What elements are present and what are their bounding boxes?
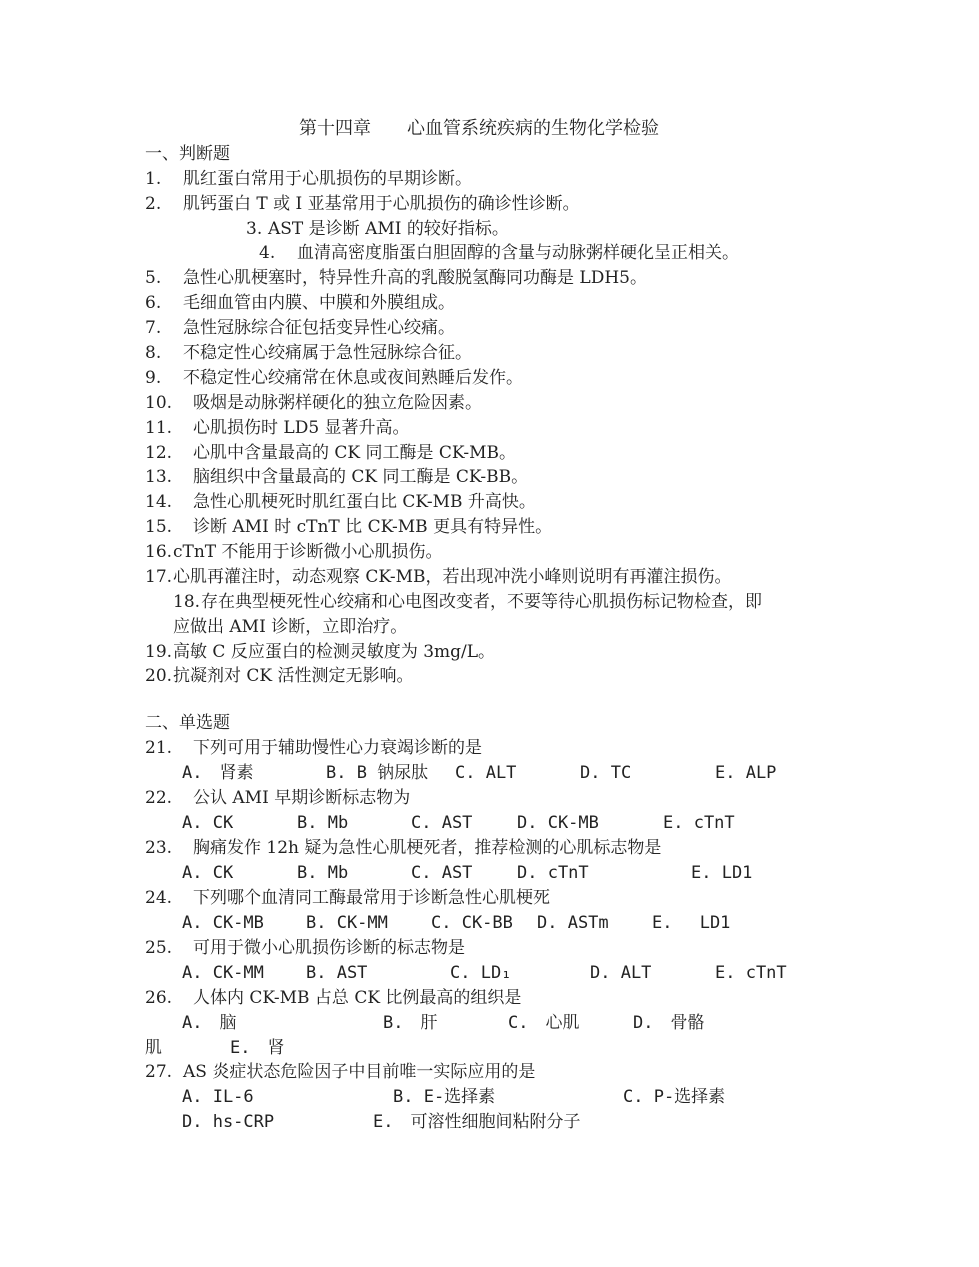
tf-item-continuation: 应做出 AMI 诊断，立即治疗。 — [173, 617, 408, 637]
option-continuation: 肌 — [145, 1038, 162, 1058]
option: A. 脑 — [182, 1013, 237, 1033]
option: B. B 钠尿肽 — [326, 763, 429, 783]
option: A. 肾素 — [182, 763, 254, 783]
chapter-title: 第十四章 心血管系统疾病的生物化学检验 — [299, 118, 659, 139]
option: C. 心肌 — [508, 1013, 580, 1033]
tf-item: 3. AST 是诊断 AMI 的较好指标。 — [246, 219, 509, 239]
mc-question: 24. 下列哪个血清同工酶最常用于诊断急性心肌梗死 — [145, 888, 550, 908]
option: C. AST — [411, 813, 473, 833]
option: A. IL-6 — [182, 1087, 254, 1107]
option: D. cTnT — [517, 863, 589, 883]
option: E. ALP — [715, 763, 777, 783]
option: C. P-选择素 — [623, 1087, 726, 1107]
option: E. LD1 — [691, 863, 753, 883]
option: A. CK-MM — [182, 963, 264, 983]
option: B. 肝 — [383, 1013, 438, 1033]
option: A. CK — [182, 813, 234, 833]
option: E. 肾 — [230, 1038, 285, 1058]
tf-item: 8. 不稳定性心绞痛属于急性冠脉综合征。 — [145, 343, 472, 363]
tf-item: 19.高敏 C 反应蛋白的检测灵敏度为 3mg/L。 — [145, 642, 496, 662]
option: C. AST — [411, 863, 473, 883]
option: D. ASTm — [537, 913, 609, 933]
tf-item: 15. 诊断 AMI 时 cTnT 比 CK-MB 更具有特异性。 — [145, 517, 553, 537]
option: B. CK-MM — [306, 913, 388, 933]
tf-item: 18.存在典型梗死性心绞痛和心电图改变者，不要等待心肌损伤标记物检查，即 — [173, 592, 762, 612]
tf-item: 20.抗凝剂对 CK 活性测定无影响。 — [145, 666, 414, 686]
option: D. CK-MB — [517, 813, 599, 833]
option: C. CK-BB — [431, 913, 513, 933]
option: B. Mb — [297, 813, 349, 833]
option: E. cTnT — [715, 963, 787, 983]
tf-item: 17.心肌再灌注时，动态观察 CK-MB，若出现冲洗小峰则说明有再灌注损伤。 — [145, 567, 732, 587]
option: B. Mb — [297, 863, 349, 883]
section-heading-tf: 一、判断题 — [145, 144, 230, 164]
mc-question: 26. 人体内 CK-MB 占总 CK 比例最高的组织是 — [145, 988, 522, 1008]
option: D. hs-CRP — [182, 1112, 275, 1132]
option: E. LD1 — [652, 913, 731, 933]
option: A. CK-MB — [182, 913, 264, 933]
tf-item: 10. 吸烟是动脉粥样硬化的独立危险因素。 — [145, 393, 482, 413]
option: E. 可溶性细胞间粘附分子 — [373, 1112, 581, 1132]
option: B. E-选择素 — [393, 1087, 496, 1107]
mc-question: 22. 公认 AMI 早期诊断标志物为 — [145, 788, 411, 808]
mc-question: 23. 胸痛发作 12h 疑为急性心肌梗死者，推荐检测的心肌标志物是 — [145, 838, 662, 858]
tf-item: 14. 急性心肌梗死时肌红蛋白比 CK-MB 升高快。 — [145, 492, 536, 512]
mc-question: 21. 下列可用于辅助慢性心力衰竭诊断的是 — [145, 738, 482, 758]
tf-item: 4. 血清高密度脂蛋白胆固醇的含量与动脉粥样硬化呈正相关。 — [259, 243, 739, 263]
option: D. ALT — [590, 963, 652, 983]
mc-question: 27. AS 炎症状态危险因子中目前唯一实际应用的是 — [145, 1062, 536, 1082]
option: B. AST — [306, 963, 368, 983]
tf-item: 1. 肌红蛋白常用于心肌损伤的早期诊断。 — [145, 169, 472, 189]
mc-question: 25. 可用于微小心肌损伤诊断的标志物是 — [145, 938, 465, 958]
option: C. LD₁ — [450, 963, 512, 983]
section-heading-mc: 二、单选题 — [145, 713, 230, 733]
option: A. CK — [182, 863, 234, 883]
option: D. 骨骼 — [633, 1013, 705, 1033]
tf-item: 9. 不稳定性心绞痛常在休息或夜间熟睡后发作。 — [145, 368, 523, 388]
option: E. cTnT — [663, 813, 735, 833]
tf-item: 6. 毛细血管由内膜、中膜和外膜组成。 — [145, 293, 455, 313]
tf-item: 2. 肌钙蛋白 T 或 I 亚基常用于心肌损伤的确诊性诊断。 — [145, 194, 580, 214]
tf-item: 13. 脑组织中含量最高的 CK 同工酶是 CK-BB。 — [145, 467, 529, 487]
tf-item: 7. 急性冠脉综合征包括变异性心绞痛。 — [145, 318, 455, 338]
tf-item: 12. 心肌中含量最高的 CK 同工酶是 CK-MB。 — [145, 443, 517, 463]
tf-item: 11. 心肌损伤时 LD5 显著升高。 — [145, 418, 410, 438]
tf-item: 5. 急性心肌梗塞时，特异性升高的乳酸脱氢酶同功酶是 LDH5。 — [145, 268, 647, 288]
option: D. TC — [580, 763, 632, 783]
tf-item: 16.cTnT 不能用于诊断微小心肌损伤。 — [145, 542, 443, 562]
option: C. ALT — [455, 763, 517, 783]
